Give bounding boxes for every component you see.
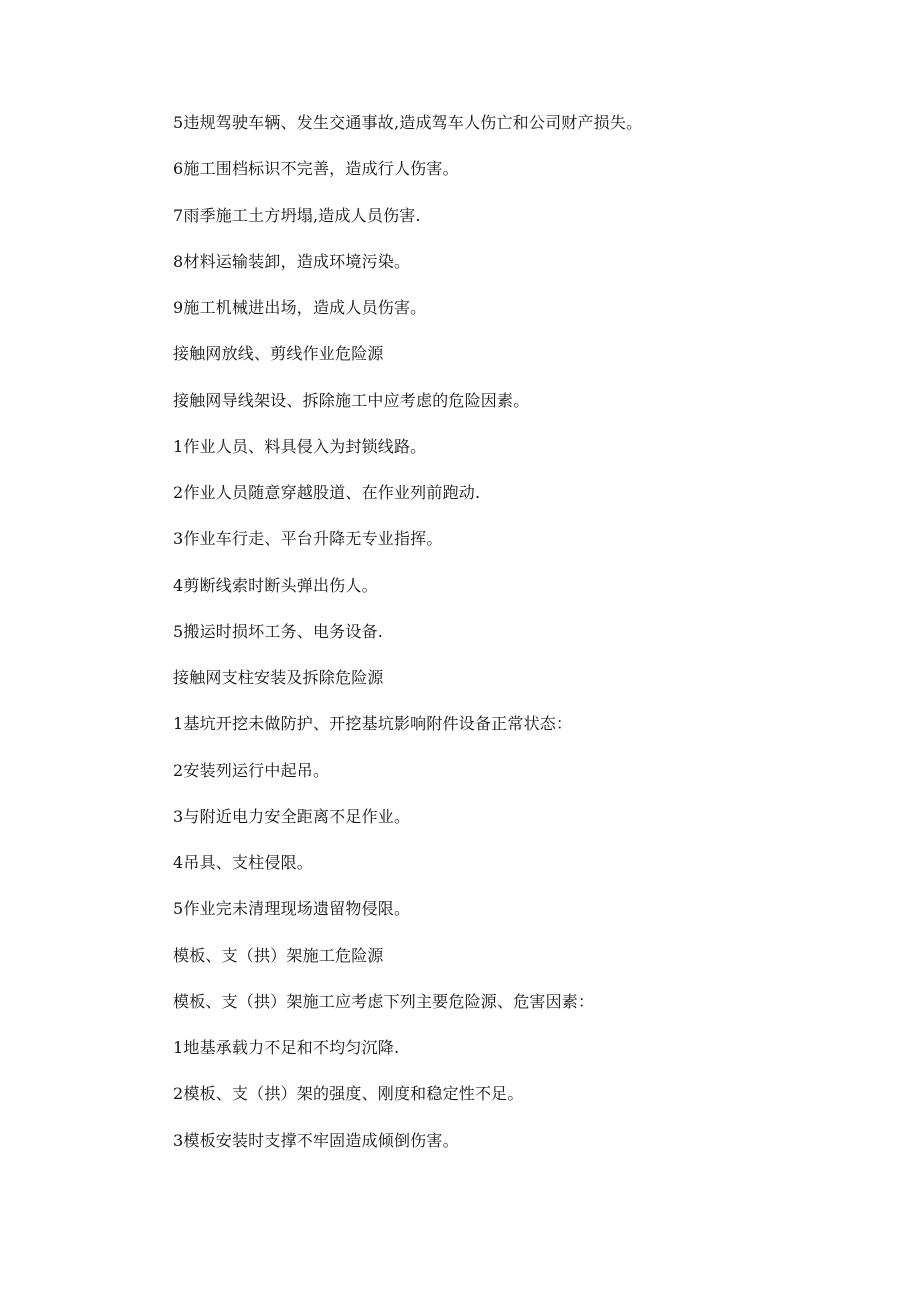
paragraph: 2模板、支（拱）架的强度、刚度和稳定性不足。 bbox=[173, 1084, 524, 1104]
paragraph: 5作业完未清理现场遗留物侵限。 bbox=[173, 899, 411, 919]
paragraph: 6施工围档标识不完善，造成行人伤害。 bbox=[173, 159, 459, 179]
paragraph: 7雨季施工土方坍塌,造成人员伤害. bbox=[173, 205, 421, 225]
paragraph: 5搬运时损坏工务、电务设备. bbox=[173, 621, 384, 641]
paragraph: 9施工机械进出场，造成人员伤害。 bbox=[173, 298, 427, 317]
section-heading: 模板、支（拱）架施工危险源 bbox=[173, 945, 384, 965]
paragraph: 8材料运输装卸，造成环境污染。 bbox=[173, 251, 411, 271]
paragraph: 接触网导线架设、拆除施工中应考虑的危险因素。 bbox=[173, 390, 530, 410]
document-body bbox=[173, 112, 823, 1176]
paragraph: 2安装列运行中起吊。 bbox=[173, 760, 330, 780]
paragraph: 3模板安装时支撑不牢固造成倾倒伤害。 bbox=[173, 1130, 459, 1150]
paragraph: 4吊具、支柱侵限。 bbox=[173, 853, 313, 872]
paragraph: 3作业车行走、平台升降无专业指挥。 bbox=[173, 529, 443, 549]
section-heading: 接触网支柱安装及拆除危险源 bbox=[173, 668, 384, 687]
paragraph: 3与附近电力安全距离不足作业。 bbox=[173, 806, 411, 826]
paragraph: 1地基承载力不足和不均匀沉降. bbox=[173, 1038, 400, 1057]
paragraph: 4剪断线索时断头弹出伤人。 bbox=[173, 575, 378, 595]
section-heading: 接触网放线、剪线作业危险源 bbox=[173, 344, 384, 364]
paragraph: 1作业人员、料具侵入为封锁线路。 bbox=[173, 436, 427, 456]
paragraph: 2作业人员随意穿越股道、在作业列前跑动. bbox=[173, 483, 481, 502]
paragraph: 1基坑开挖未做防护、开挖基坑影响附件设备正常状态： bbox=[173, 714, 573, 734]
paragraph: 模板、支（拱）架施工应考虑下列主要危险源、危害因素： bbox=[173, 991, 595, 1011]
paragraph: 5违规驾驶车辆、发生交通事故,造成驾车人伤亡和公司财产损失。 bbox=[173, 113, 643, 132]
